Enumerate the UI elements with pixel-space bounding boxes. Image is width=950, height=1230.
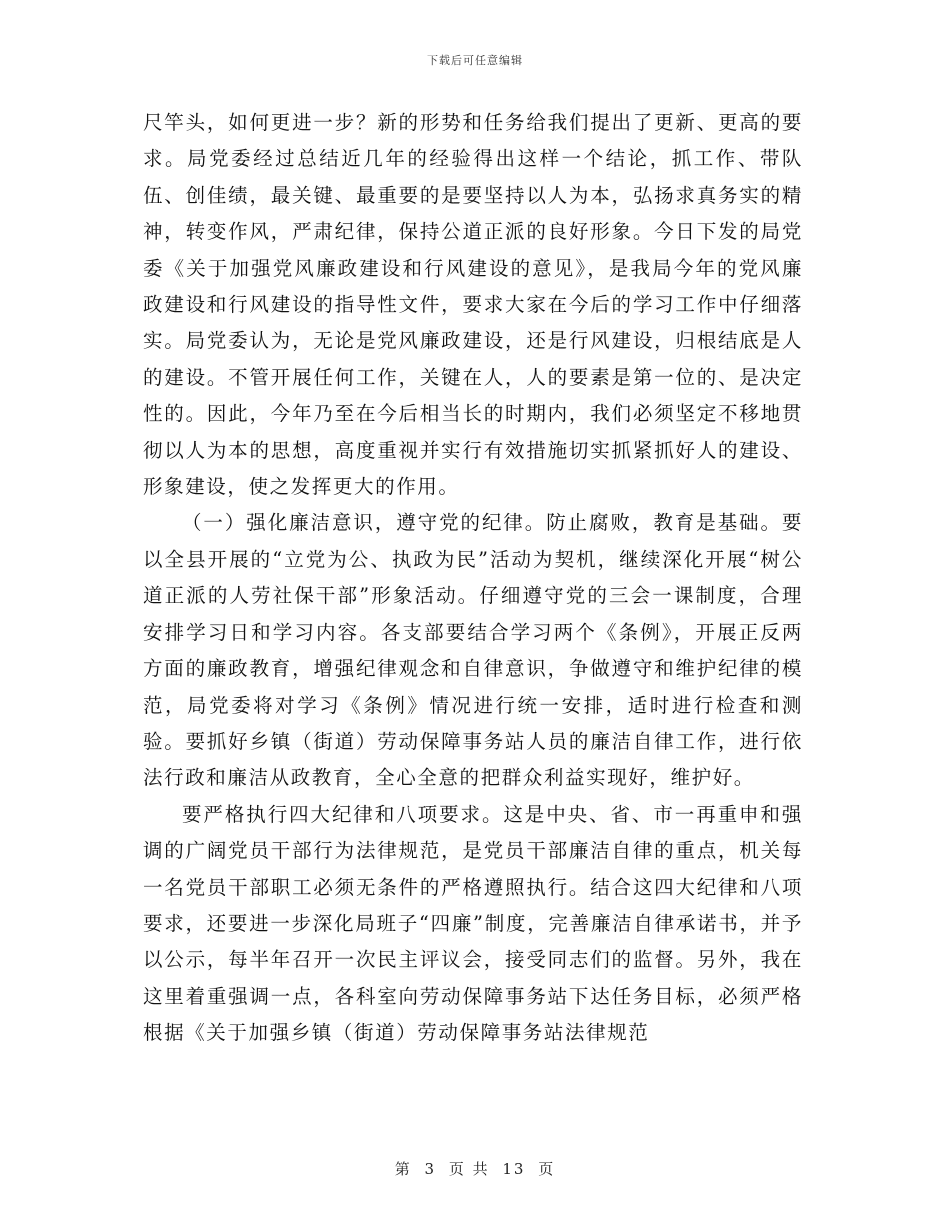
paragraph-discipline: 要严格执行四大纪律和八项要求。这是中央、省、市一再重申和强调的广阔党员干部行为法律规范，是党员干部廉洁自律的重点，机关每一名党员干部职工必须无条件的严格遵照执行。结合这四大纪律和八项要求，还要进一步深化局班子“四廉”制度，完善廉洁自律承诺书，并予以公示，每半年召开一次民主评议会，接受同志们的监督。另外，我在这里着重强调一点，各科室向劳动保障事务站下达任务目标，必须严格根据《关于加强乡镇（街道）劳动保障事务站法律规范	[143, 802, 803, 1045]
page-number: 3	[424, 1160, 437, 1178]
page-footer	[0, 1158, 950, 1179]
page-header: 下载后可任意编辑	[427, 54, 523, 67]
footer-prefix: 第	[394, 1160, 412, 1178]
footer-suffix: 页	[538, 1160, 556, 1178]
paragraph-section-one: （一）强化廉洁意识，遵守党的纪律。防止腐败，教育是基础。要以全县开展的“立党为公、执政为民”活动为契机，继续深化开展“树公道正派的人劳社保干部”形象活动。仔细遵守党的三会一课制度，合理安排学习日和学习内容。各支部要结合学习两个《条例》，开展正反两方面的廉政教育，增强纪律观念和自律意识，争做遵守和维护纪律的模范，局党委将对学习《条例》情况进行统一安排，适时进行检查和测验。要抓好乡镇（街道）劳动保障事务站人员的廉洁自律工作，进行依法行政和廉洁从政教育，全心全意的把群众利益实现好，维护好。	[143, 511, 803, 790]
footer-middle: 页 共	[448, 1160, 490, 1178]
paragraph-continued: 尺竿头，如何更进一步？新的形势和任务给我们提出了更新、更高的要求。局党委经过总结近几年的经验得出这样一个结论，抓工作、带队伍、创佳绩，最关键、最重要的是要坚持以人为本，弘扬求真务实的精神，转变作风，严肃纪律，保持公道正派的良好形象。今日下发的局党委《关于加强党风廉政建设和行风建设的意见》，是我局今年的党风廉政建设和行风建设的指导性文件，要求大家在今后的学习工作中仔细落实。局党委认为，无论是党风廉政建设，还是行风建设，归根结底是人的建设。不管开展任何工作，关键在人，人的要素是第一位的、是决定性的。因此，今年乃至在今后相当长的时期内，我们必须坚定不移地贯彻以人为本的思想，高度重视并实行有效措施切实抓紧抓好人的建设、形象建设，使之发挥更大的作用。	[143, 111, 803, 499]
document-body	[143, 105, 803, 1052]
page-total: 13	[502, 1160, 526, 1178]
